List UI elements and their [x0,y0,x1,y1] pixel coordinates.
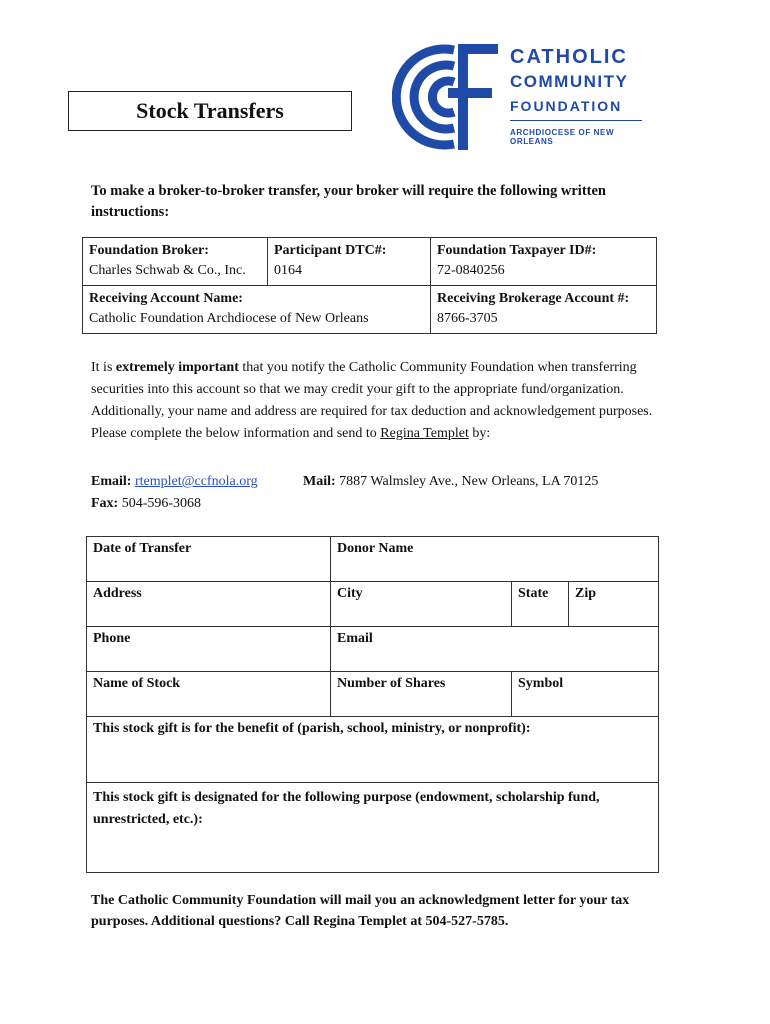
taxpayer-id-label: Foundation Taxpayer ID#: [437,243,597,258]
phone-field[interactable] [87,627,331,672]
notice-prefix: It is [91,360,116,375]
mail-line [303,474,598,490]
fax-line [91,496,201,512]
donor-form-table [86,536,659,873]
email-label: Email [91,474,127,489]
ccf-logo [392,36,654,158]
benefit-field[interactable] [87,717,659,783]
receiving-account-name-cell [83,286,431,334]
ccf-logo-mark-icon [392,36,502,158]
address-label: Address [93,586,142,601]
logo-divider [510,120,642,121]
logo-line-1: CATHOLIC [510,46,628,68]
receiving-brokerage-cell [431,286,657,334]
zip-label: Zip [575,586,597,601]
intro-text: To make a broker-to-broker transfer, your broker will require the following written instructions: [91,183,606,220]
notice-contact-name: Regina Templet [380,426,469,441]
benefit-label: This stock gift is for the benefit of (parish, school, ministry, or nonprofit): [93,721,531,736]
date-of-transfer-field[interactable] [87,537,331,582]
address-field[interactable] [87,582,331,627]
mail-value: 7887 Walmsley Ave., New Orleans, LA 70125 [339,474,599,489]
email-field-label: Email [337,631,373,646]
receiving-brokerage-label: Receiving Brokerage Account #: [437,291,630,306]
phone-label: Phone [93,631,131,646]
notice-paragraph [91,357,671,445]
receiving-account-name-value: Catholic Foundation Archdiocese of New Orleans [89,311,369,326]
taxpayer-id-value: 72-0840256 [437,263,505,278]
email-line: Email: rtemplet@ccfnola.org [91,474,258,489]
fax-value: 504-596-3068 [121,496,202,511]
foundation-broker-cell [83,238,268,286]
zip-field[interactable] [569,582,659,627]
state-field[interactable] [512,582,569,627]
logo-line-3: FOUNDATION [510,98,623,114]
logo-line-2: COMMUNITY [510,72,629,91]
city-field[interactable] [331,582,512,627]
symbol-field[interactable] [512,672,659,717]
broker-info-table [82,237,657,334]
name-of-stock-field[interactable] [87,672,331,717]
email-field[interactable] [331,627,659,672]
participant-dtc-cell [268,238,431,286]
notice-suffix: by: [468,426,491,441]
number-of-shares-label: Number of Shares [337,676,446,691]
email-link[interactable]: rtemplet@ccfnola.org [134,474,258,489]
receiving-account-name-label: Receiving Account Name: [89,291,243,306]
symbol-label: Symbol [518,676,564,691]
name-of-stock-label: Name of Stock [93,676,181,691]
logo-line-4: ARCHDIOCESE OF NEW ORLEANS [510,128,615,146]
footer-text: The Catholic Community Foundation will mail you an acknowledgment letter for your tax purposes. Additional questions? Call Regina Templet at 504-527-5785. [91,893,630,929]
fax-label: Fax: [91,496,119,511]
number-of-shares-field[interactable] [331,672,512,717]
page-title: Stock Transfers [68,91,352,131]
foundation-broker-label: Foundation Broker: [89,243,209,258]
state-label: State [518,586,549,601]
donor-name-field[interactable] [331,537,659,582]
date-of-transfer-label: Date of Transfer [93,541,192,556]
purpose-label: This stock gift is designated for the following purpose (endowment, scholarship fund, unrestricted, etc.): [93,790,600,827]
foundation-broker-value: Charles Schwab & Co., Inc. [89,263,246,278]
mail-label: Mail: [303,474,336,489]
participant-dtc-value: 0164 [274,263,302,278]
donor-name-label: Donor Name [337,541,414,556]
notice-body: that you notify the Catholic Community Foundation when transferring securities into this account so that we may credit your gift to the appropriate fund/organization. Additionally, your name and address are required for tax deduction and acknowledgement purposes. Please complete the below information and send to [91,360,653,441]
notice-emphasis: extremely important [115,360,239,375]
purpose-field[interactable] [87,783,659,873]
city-label: City [337,586,363,601]
participant-dtc-label: Participant DTC#: [274,243,387,258]
taxpayer-id-cell [431,238,657,286]
receiving-brokerage-value: 8766-3705 [437,311,498,326]
